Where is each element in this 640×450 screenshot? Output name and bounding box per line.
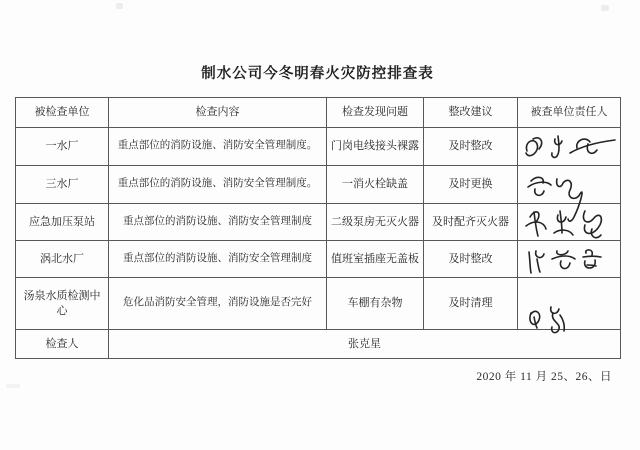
handwritten-signature-icon xyxy=(521,204,617,244)
content-cell: 重点部位的消防设施、消防安全管理制度 xyxy=(109,204,327,241)
suggestion-cell: 及时整改 xyxy=(424,128,518,166)
scan-artifact xyxy=(601,5,609,11)
unit-cell: 三水厂 xyxy=(16,166,109,204)
content-cell: 危化品消防安全管理，消防设施是否完好 xyxy=(109,278,327,330)
problem-cell: 门岗电线接头裸露 xyxy=(327,128,424,166)
suggestion-cell: 及时更换 xyxy=(424,166,518,204)
problem-cell: 车棚有杂物 xyxy=(327,278,424,330)
problem-cell: 值班室插座无盖板 xyxy=(327,241,424,278)
signature-cell xyxy=(518,204,621,241)
signature-cell xyxy=(518,241,621,278)
table-row xyxy=(16,204,621,241)
content-cell: 重点部位的消防设施、消防安全管理制度 xyxy=(109,241,327,278)
content-cell: 重点部位的消防设施、消防安全管理制度。 xyxy=(109,166,327,204)
handwritten-signature-icon xyxy=(520,130,619,166)
content-cell: 重点部位的消防设施、消防安全管理制度。 xyxy=(109,128,327,166)
table-header-row xyxy=(16,98,621,128)
table-row xyxy=(16,128,621,166)
handwritten-signature-icon xyxy=(521,244,617,276)
signature-cell xyxy=(518,166,621,204)
table-footer-row xyxy=(16,330,621,359)
unit-cell: 涡北水厂 xyxy=(16,241,109,278)
document-title: 制水公司今冬明春火灾防控排查表 xyxy=(201,66,434,82)
document-date: 2020 年 11 月 25、26、日 xyxy=(476,371,612,383)
table-row xyxy=(16,241,621,278)
unit-cell: 应急加压泵站 xyxy=(16,204,109,241)
header-content: 检查内容 xyxy=(109,98,327,128)
signature-cell xyxy=(518,128,621,166)
suggestion-cell: 及时配齐灭火器 xyxy=(424,204,518,241)
suggestion-cell: 及时清理 xyxy=(424,278,518,330)
scan-artifact xyxy=(116,3,123,9)
inspector-name: 张克星 xyxy=(109,330,621,359)
unit-cell: 汤泉水质检测中心 xyxy=(16,278,109,330)
inspection-table xyxy=(15,97,621,359)
scan-artifact xyxy=(6,384,20,388)
suggestion-cell: 及时整改 xyxy=(424,241,518,278)
header-problem: 检查发现问题 xyxy=(327,98,424,128)
unit-cell: 一水厂 xyxy=(16,128,109,166)
header-responsible: 被查单位责任人 xyxy=(518,98,621,128)
inspector-label: 检查人 xyxy=(16,330,109,359)
problem-cell: 一消火栓缺盖 xyxy=(327,166,424,204)
problem-cell: 二级泵房无灭火器 xyxy=(327,204,424,241)
header-unit: 被检查单位 xyxy=(16,98,109,128)
header-suggestion: 整改建议 xyxy=(424,98,518,128)
table-row xyxy=(16,166,621,204)
table-row xyxy=(16,278,621,330)
signature-cell xyxy=(518,278,621,330)
